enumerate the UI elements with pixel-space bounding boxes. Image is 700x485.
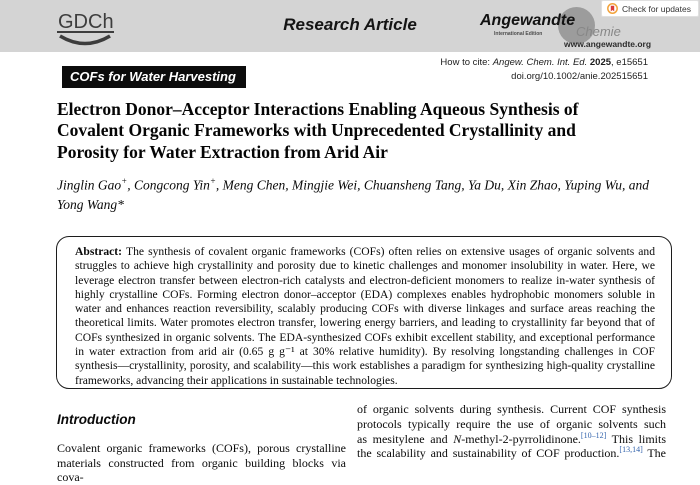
citation-prefix: How to cite: (440, 57, 493, 68)
journal-website-link[interactable]: www.angewandte.org (564, 39, 652, 49)
author-list (57, 172, 667, 215)
gdch-logo-text: GDCh (58, 11, 114, 33)
article-title (57, 99, 677, 163)
body-text-line (357, 432, 666, 447)
citation-year: 2025 (589, 57, 612, 68)
angewandte-logo (478, 11, 668, 51)
article-title-line: Covalent Organic Frameworks with Unprecedented Crystallinity and (57, 120, 576, 141)
doi-link[interactable]: doi.org/10.1002/anie.202515651 (511, 70, 648, 82)
body-text-line: of organic solvents during synthesis. Current COF synthesis (357, 402, 666, 416)
left-column (57, 413, 346, 485)
topic-badge: COFs for Water Harvesting (62, 66, 246, 88)
right-column (357, 402, 666, 461)
body-text: This limits (606, 431, 666, 446)
body-text: The (642, 446, 666, 461)
check-updates-icon (607, 3, 618, 14)
journal-header-bar (0, 0, 700, 52)
reference-citation-link[interactable]: [10–12] (580, 430, 607, 440)
citation-info (440, 56, 648, 83)
article-title-line: Electron Donor–Acceptor Interactions Enabling Aqueous Synthesis of (57, 99, 579, 119)
check-for-updates-button[interactable] (601, 0, 699, 17)
intro-paragraph-line: Covalent organic frameworks (COFs), porous crystalline (57, 440, 346, 455)
gdch-logo-graphic (52, 7, 122, 51)
angewandte-logo-edition: International Edition (494, 31, 543, 37)
author-equal-contribution-mark: + (209, 176, 216, 186)
corresponding-author-mark: * (117, 197, 124, 212)
introduction-heading: Introduction (57, 412, 136, 427)
citation-journal: Angew. Chem. Int. Ed. (492, 57, 590, 68)
body-text-line: protocols typically require the use of organic solvents such (357, 416, 666, 431)
body-text: -methyl-2-pyrrolidinone. (461, 431, 581, 446)
intro-paragraph-line: materials constructed from organic building blocks via cova- (57, 455, 346, 485)
body-text: as mesitylene and (357, 431, 454, 446)
author-equal-contribution-mark: + (121, 176, 128, 186)
author-name: Jinglin Gao (57, 177, 122, 193)
abstract-text (75, 245, 655, 388)
reference-citation-link[interactable]: [13,14] (619, 445, 643, 455)
citation-article-id: , e15651 (611, 57, 648, 68)
abstract-label: Abstract: (75, 245, 127, 258)
body-text: the scalability and sustainability of COF production. (357, 446, 620, 461)
gdch-logo (52, 7, 122, 49)
article-type-label: Research Article (283, 15, 417, 34)
abstract-body: The synthesis of covalent organic frameworks (COFs) often relies on extensive usages of organic solvents and struggles to achieve high crystallinity and porosity due to kinetic challenges and monomer insolubility in water. Here, we leverage electron transfer between electron-rich catalysts and electron-deficient monomers to realize in-water synthesis of highly crystalline COFs. Forming electron donor–acceptor (EDA) complexes enables hydrophobic monomers soluble in water and enhances reaction reversibility, scalably producing COFs with diverse linkages and surface areas reaching the theoretical limits. Water promotes electron transfer, lowering energy barriers, and leading to crystallinity far beyond that of COFs synthesized in organic solvents. The EDA-synthesized COFs exhibit excellent stability, and exceptional performance in water extraction from arid air (0.65 g g⁻¹ at 30% relative humidity). By resolving longstanding challenges in COF synthesis—crystallinity, porosity, and scalability—this work establishes a paradigm for synthesizing high-quality crystalline frameworks, advancing their applications in sustainable technologies. (75, 245, 655, 387)
angewandte-logo-name: Angewandte (480, 12, 576, 29)
check-updates-label: Check for updates (622, 3, 691, 14)
abstract-box (56, 236, 672, 389)
author-names: , Meng Chen, Mingjie Wei, Chuansheng Tang, Ya Du, Xin Zhao, Yuping Wu, and Yong Wang (57, 177, 649, 212)
author-name: , Congcong Yin (127, 177, 210, 193)
body-text-italic: N (453, 431, 462, 446)
article-title-line: Porosity for Water Extraction from Arid Air (57, 141, 388, 162)
angewandte-logo-chemie: Chemie (576, 24, 621, 39)
citation-line (440, 56, 648, 70)
body-text-line (357, 446, 666, 461)
